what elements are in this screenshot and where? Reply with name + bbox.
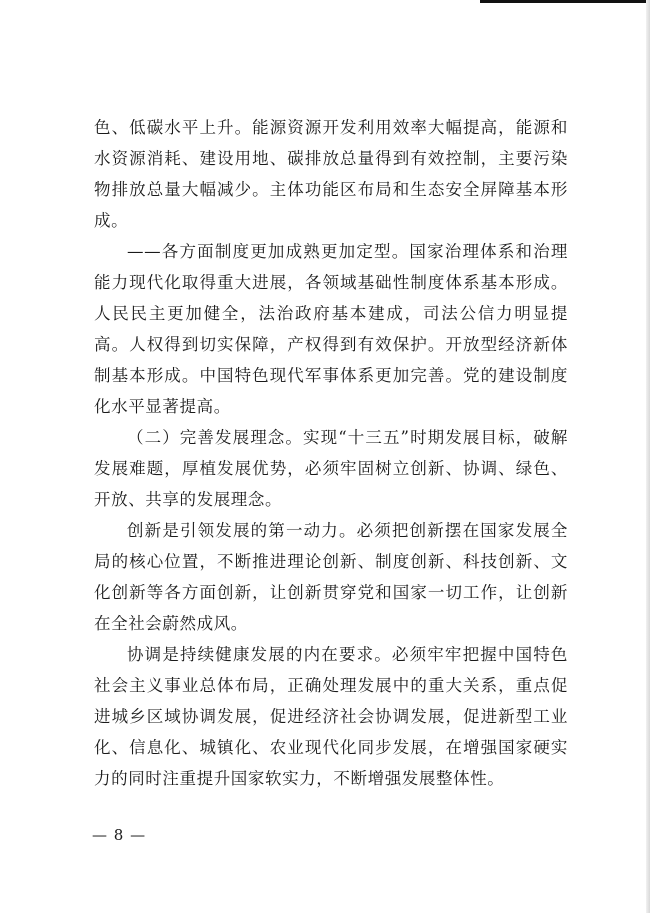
paragraph-3: （二）完善发展理念。实现“十三五”时期发展目标，破解发展难题，厚植发展优势，必须牢固树立创新、协调、绿色、开放、共享的发展理念。 <box>94 428 568 509</box>
paragraph-5: 协调是持续健康发展的内在要求。必须牢牢把握中国特色社会主义事业总体布局，正确处理发展中的重大关系，重点促进城乡区域协调发展，促进经济社会协调发展，促进新型工业化、信息化、城镇化、农业现代化同步发展，在增强国家硬实力的同时注重提升国家软实力，不断增强发展整体性。 <box>94 645 568 788</box>
page-number: — 8 — <box>92 826 147 844</box>
paragraph-1: 色、低碳水平上升。能源资源开发利用效率大幅提高，能源和水资源消耗、建设用地、碳排放总量得到有效控制，主要污染物排放总量大幅减少。主体功能区布局和生态安全屏障基本形成。 <box>94 118 568 230</box>
scan-edge-right <box>646 0 650 913</box>
paragraph-2: ——各方面制度更加成熟更加定型。国家治理体系和治理能力现代化取得重大进展，各领域基础性制度体系基本形成。人民民主更加健全，法治政府基本建成，司法公信力明显提高。人权得到切实保障，产权得到有效保护。开放型经济新体制基本形成。中国特色现代军事体系更加完善。党的建设制度化水平显著提高。 <box>94 242 568 416</box>
paragraph-4: 创新是引领发展的第一动力。必须把创新摆在国家发展全局的核心位置，不断推进理论创新、制度创新、科技创新、文化创新等各方面创新，让创新贯穿党和国家一切工作，让创新在全社会蔚然成风。 <box>94 521 568 633</box>
scan-edge-top <box>480 0 650 3</box>
document-body <box>94 112 568 794</box>
